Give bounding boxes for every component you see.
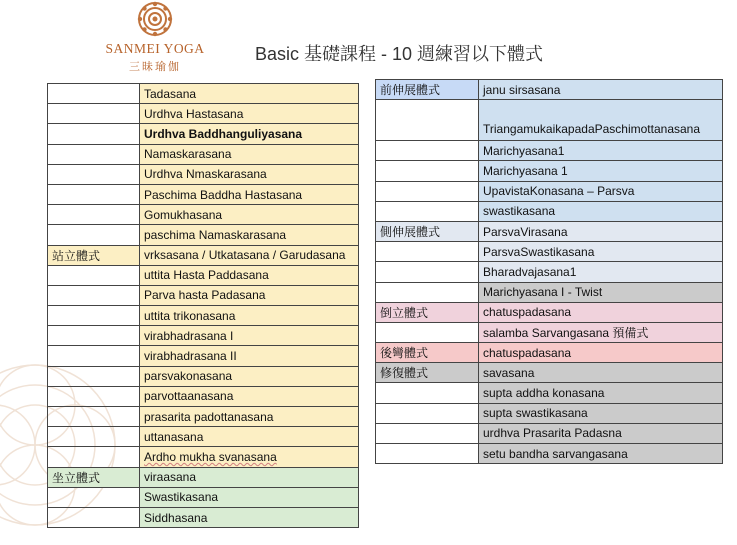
pose-cell: Gomukhasana — [140, 205, 359, 225]
table-row — [376, 80, 723, 100]
category-cell — [48, 144, 140, 164]
category-cell — [376, 181, 479, 201]
pose-cell: Urdhva Nmaskarasana — [140, 164, 359, 184]
pose-cell: TriangamukaikapadaPaschimottanasana — [479, 100, 723, 141]
table-row — [376, 201, 723, 221]
category-cell — [48, 265, 140, 285]
table-row — [376, 161, 723, 181]
category-cell — [48, 326, 140, 346]
table-row — [48, 306, 359, 326]
pose-cell — [140, 447, 359, 467]
table-row — [48, 104, 359, 124]
brand-logo — [100, 0, 210, 74]
table-row — [376, 383, 723, 403]
category-cell — [48, 184, 140, 204]
category-cell — [48, 104, 140, 124]
pose-cell: Parva hasta Padasana — [140, 285, 359, 305]
pose-cell: uttanasana — [140, 427, 359, 447]
pose-cell: prasarita padottanasana — [140, 407, 359, 427]
table-row — [376, 181, 723, 201]
category-cell — [376, 242, 479, 262]
pose-cell: uttita trikonasana — [140, 306, 359, 326]
table-row — [376, 302, 723, 322]
table-row — [48, 84, 359, 104]
table-row — [376, 141, 723, 161]
table-row — [376, 343, 723, 363]
category-cell — [376, 262, 479, 282]
pose-cell: Bharadvajasana1 — [479, 262, 723, 282]
category-cell — [376, 201, 479, 221]
table-row — [48, 265, 359, 285]
pose-cell: paschima Namaskarasana — [140, 225, 359, 245]
category-cell: 後彎體式 — [376, 343, 479, 363]
table-row — [48, 164, 359, 184]
table-row — [48, 245, 359, 265]
pose-cell: Marichyasana 1 — [479, 161, 723, 181]
category-cell — [48, 124, 140, 144]
table-row — [376, 282, 723, 302]
pose-cell: Siddhasana — [140, 507, 359, 527]
pose-cell: urdhva Prasarita Padasna — [479, 423, 723, 443]
table-row — [48, 407, 359, 427]
brand-name: SANMEI YOGA — [105, 41, 205, 56]
table-row — [48, 144, 359, 164]
pose-cell: Marichyasana1 — [479, 141, 723, 161]
pose-cell: swastikasana — [479, 201, 723, 221]
category-cell — [48, 386, 140, 406]
table-row — [376, 221, 723, 241]
pose-cell: uttita Hasta Paddasana — [140, 265, 359, 285]
pose-cell: ParsvaVirasana — [479, 221, 723, 241]
category-cell: 前伸展體式 — [376, 80, 479, 100]
table-row — [48, 225, 359, 245]
pose-text: Ardho mukha svanasana — [144, 449, 277, 464]
category-cell — [48, 285, 140, 305]
pose-cell: Swastikasana — [140, 487, 359, 507]
table-row — [376, 403, 723, 423]
lotus-mandala-icon — [135, 0, 175, 38]
table-row — [48, 507, 359, 527]
pose-cell: parvottaanasana — [140, 386, 359, 406]
pose-cell: salamba Sarvangasana 預備式 — [479, 322, 723, 342]
pose-cell: Namaskarasana — [140, 144, 359, 164]
pose-cell: Urdhva Hastasana — [140, 104, 359, 124]
pose-cell: vrksasana / Utkatasana / Garudasana — [140, 245, 359, 265]
pose-cell: Paschima Baddha Hastasana — [140, 184, 359, 204]
table-row — [48, 467, 359, 487]
category-cell — [48, 407, 140, 427]
pose-cell: setu bandha sarvangasana — [479, 444, 723, 464]
table-row — [48, 205, 359, 225]
pose-cell: savasana — [479, 363, 723, 383]
category-cell — [48, 205, 140, 225]
category-cell: 倒立體式 — [376, 302, 479, 322]
category-cell: 坐立體式 — [48, 467, 140, 487]
category-cell: 站立體式 — [48, 245, 140, 265]
pose-cell: supta swastikasana — [479, 403, 723, 423]
table-row — [376, 423, 723, 443]
pose-cell: supta addha konasana — [479, 383, 723, 403]
pose-cell: Tadasana — [140, 84, 359, 104]
pose-cell: ParsvaSwastikasana — [479, 242, 723, 262]
category-cell — [48, 164, 140, 184]
category-cell — [48, 507, 140, 527]
category-cell — [48, 84, 140, 104]
category-cell — [48, 346, 140, 366]
category-cell — [48, 447, 140, 467]
category-cell — [48, 487, 140, 507]
pose-cell: Marichyasana I - Twist — [479, 282, 723, 302]
table-row — [48, 285, 359, 305]
category-cell — [376, 423, 479, 443]
category-cell — [376, 141, 479, 161]
category-cell — [376, 403, 479, 423]
table-row — [376, 444, 723, 464]
category-cell — [48, 427, 140, 447]
table-row — [48, 366, 359, 386]
pose-cell: Urdhva Baddhanguliyasana — [140, 124, 359, 144]
category-cell — [376, 383, 479, 403]
table-row — [376, 262, 723, 282]
page-title: Basic 基礎課程 - 10 週練習以下體式 — [255, 44, 544, 64]
table-row — [376, 242, 723, 262]
pose-cell: chatuspadasana — [479, 343, 723, 363]
pose-cell: janu sirsasana — [479, 80, 723, 100]
table-row — [376, 100, 723, 141]
pose-cell: parsvakonasana — [140, 366, 359, 386]
category-cell — [376, 161, 479, 181]
table-row — [376, 322, 723, 342]
table-row — [48, 124, 359, 144]
table-row — [48, 326, 359, 346]
category-cell — [48, 366, 140, 386]
pose-cell: chatuspadasana — [479, 302, 723, 322]
category-cell — [376, 282, 479, 302]
category-cell — [376, 322, 479, 342]
category-cell: 修復體式 — [376, 363, 479, 383]
right-pose-table — [375, 79, 723, 464]
pose-cell: UpavistaKonasana – Parsva — [479, 181, 723, 201]
pose-cell: virabhadrasana I — [140, 326, 359, 346]
table-row — [48, 427, 359, 447]
category-cell — [376, 100, 479, 141]
pose-cell: virabhadrasana II — [140, 346, 359, 366]
table-row — [48, 386, 359, 406]
pose-cell: viraasana — [140, 467, 359, 487]
table-row — [48, 487, 359, 507]
category-cell — [48, 306, 140, 326]
category-cell — [48, 225, 140, 245]
brand-name-chinese: 三昧瑜伽 — [129, 60, 181, 73]
table-row — [48, 447, 359, 467]
table-row — [48, 346, 359, 366]
left-pose-table — [47, 83, 359, 528]
category-cell — [376, 444, 479, 464]
category-cell: 側伸展體式 — [376, 221, 479, 241]
table-row — [376, 363, 723, 383]
table-row — [48, 184, 359, 204]
